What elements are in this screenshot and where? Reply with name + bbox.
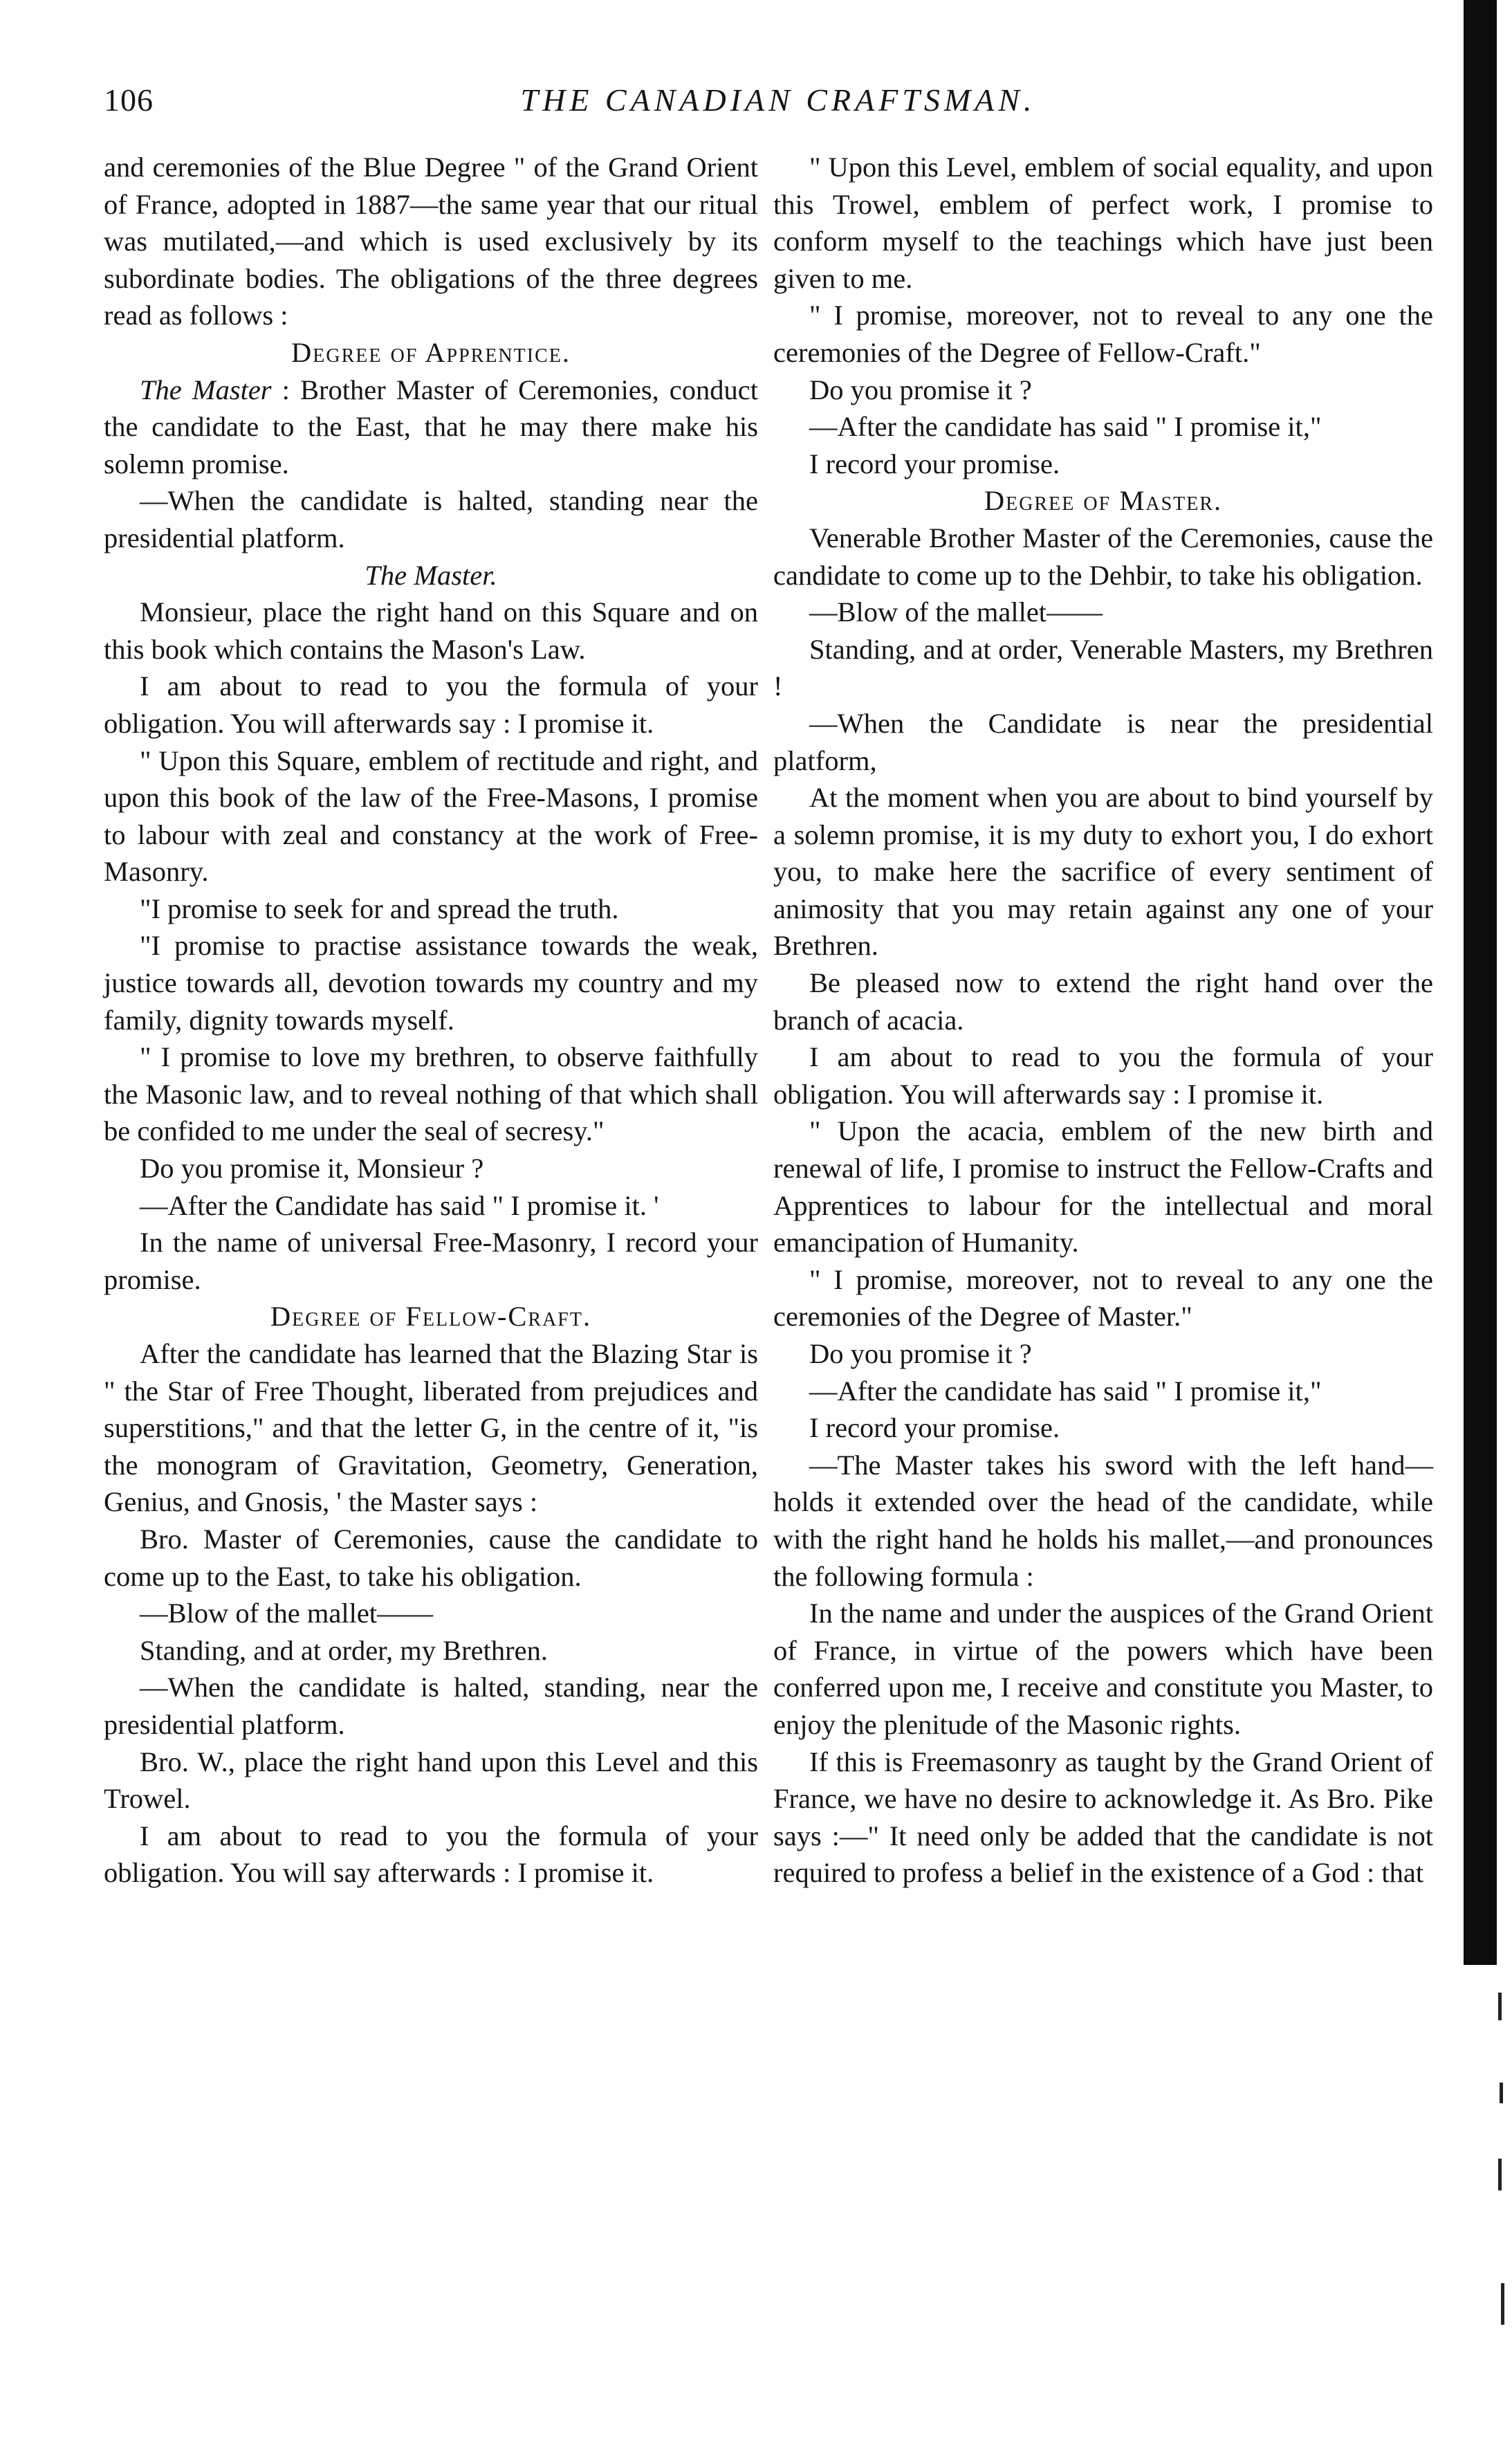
paragraph: Do you promise it ? [809,374,1032,405]
paragraph: —After the Candidate has said " I promise it. ' [140,1189,659,1221]
paragraph: " Upon this Square, emblem of rectitude and right, and upon this book of the law of the Free-Masons, I promise to labour with zeal and constancy at the work of Free-Masonry. [104,744,758,888]
paragraph: " I promise, moreover, not to reveal to any one the ceremonies of the Degree of Master." [773,1263,1433,1333]
page-header [104,82,1453,137]
paragraph: In the name and under the auspices of the Grand Orient of France, in virtue of the powers which have been conferred upon me, I receive and constitute you Master, to enjoy the plenitude of the Masonic rights. [773,1598,1433,1740]
paragraph: "I promise to practise assistance towards the weak, justice towards all, devotion towards my country and my family, dignity towards myself. [104,930,758,1036]
paragraph: —Blow of the mallet—— [140,1598,434,1629]
scan-mark [1498,2159,1502,2190]
scan-mark [1501,2283,1504,2325]
paragraph: —When the Candidate is near the presidential platform, [773,707,1433,776]
paragraph: At the moment when you are about to bind yourself by a solemn promise, it is my duty to exhort you, I do exhort you, to make here the sacrifice of every sentiment of animosity that you may retain against any one of your Brethren. [773,782,1433,962]
paragraph: I record your promise. [809,448,1060,479]
paragraph: Standing, and at order, my Brethren. [140,1634,548,1666]
paragraph: Bro. W., place the right hand upon this Level and this Trowel. [104,1746,758,1815]
scan-mark [1498,1993,1502,2020]
paragraph: —When the candidate is halted, standing, near the presidential platform. [104,1672,758,1740]
paragraph: " I promise, moreover, not to reveal to any one the ceremonies of the Degree of Fellow-Craft." [773,300,1433,368]
paragraph: Monsieur, place the right hand on this Square and on this book which contains the Mason's Law. [104,596,758,665]
section-heading-apprentice: Degree of Apprentice. [291,336,571,368]
paragraph: " I promise to love my brethren, to observe faithfully the Masonic law, and to reveal nothing of that which shall be confided to me under the seal of secresy." [104,1041,758,1147]
paragraph: "I promise to seek for and spread the truth. [140,893,619,924]
paragraph: I record your promise. [809,1412,1060,1444]
scan-mark [1500,2083,1503,2103]
paragraph: Bro. Master of Ceremonies, cause the candidate to come up to the East, to take his obligation. [104,1523,758,1592]
left-column [104,149,758,1892]
binding-shadow [1464,0,1497,1965]
paragraph: I am about to read to you the formula of your obligation. You will afterwards say : I promise it. [773,1041,1433,1110]
speaker-label: The Master. [365,559,497,591]
section-heading-master: Degree of Master. [984,485,1223,517]
right-column [773,149,1433,1892]
section-heading-fellow-craft: Degree of Fellow-Craft. [270,1301,592,1333]
paragraph: " Upon the acacia, emblem of the new birth and renewal of life, I promise to instruct the Fellow-Crafts and Apprentices to labour for the intellectual and moral emancipation of Humanity. [773,1115,1433,1259]
paragraph: I am about to read to you the formula of your obligation. You will say afterwards : I promise it. [104,1820,758,1889]
paragraph: —Blow of the mallet—— [809,596,1103,628]
page-edge-scan-shadow [1464,0,1512,2452]
paragraph: —After the candidate has said " I promise it," [809,1375,1322,1407]
paragraph: Do you promise it, Monsieur ? [140,1153,484,1184]
page-number: 106 [104,82,154,118]
running-title: THE CANADIAN CRAFTSMAN. [520,82,1036,118]
paragraph: —After the candidate has said " I promise it," [809,411,1322,443]
paragraph: After the candidate has learned that the Blazing Star is " the Star of Free Thought, liberated from prejudices and superstitions," and that the letter G, in the centre of it, "is the monogram of Gravitation, Geometry, Generation, Genius, and Gnosis, ' the Master says : [104,1338,758,1518]
paragraph: In the name of universal Free-Masonry, I record your promise. [104,1227,758,1295]
paragraph: and ceremonies of the Blue Degree " of the Grand Orient of France, adopted in 1887—the same year that our ritual was mutilated,—and which is used exclusively by its subordinate bodies. The obligations of the three degrees read as follows : [104,152,758,331]
paragraph: Standing, and at order, Venerable Masters, my Brethren ! [773,633,1433,702]
paragraph: Do you promise it ? [809,1338,1032,1369]
paragraph: I am about to read to you the formula of your obligation. You will afterwards say : I promise it. [104,670,758,739]
paragraph: " Upon this Level, emblem of social equality, and upon this Trowel, emblem of perfect work, I promise to conform myself to the teachings which have just been given to me. [773,152,1433,294]
paragraph: —The Master takes his sword with the left hand—holds it extended over the head of the candidate, while with the right hand he holds his mallet,—and pronounces the following formula : [773,1449,1433,1592]
paragraph: The Master : Brother Master of Ceremonies, conduct the candidate to the East, that he may there make his solemn promise. [104,374,758,479]
paragraph: Venerable Brother Master of the Ceremonies, cause the candidate to come up to the Dehbir, to take his obligation. [773,522,1433,591]
paragraph: Be pleased now to extend the right hand over the branch of acacia. [773,967,1433,1036]
paragraph: —When the candidate is halted, standing near the presidential platform. [104,485,758,553]
paragraph: If this is Freemasonry as taught by the Grand Orient of France, we have no desire to acknowledge it. As Bro. Pike says :—" It need only be added that the candidate is not required to profess a belief in the existence of a God : that [773,1746,1433,1889]
